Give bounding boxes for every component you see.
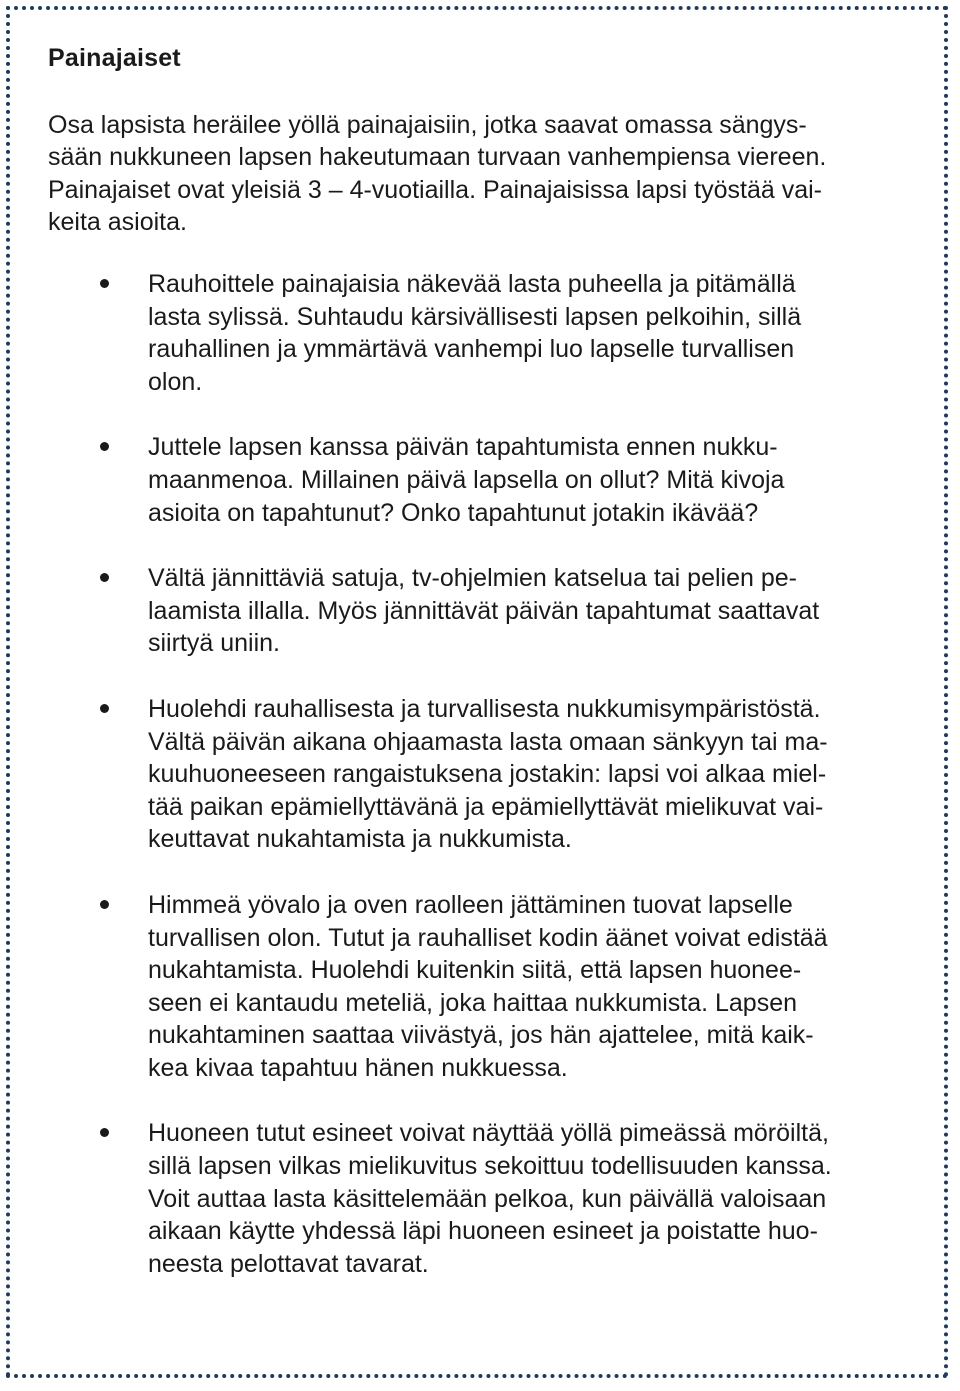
list-item: [0, 431, 960, 529]
intro-line: keita asioita.: [48, 208, 187, 237]
list-item: [0, 889, 960, 1085]
list-item-line: rauhallinen ja ymmärtävä vanhempi luo lapselle turvallisen: [148, 335, 795, 364]
list-item-line: neesta pelottavat tavarat.: [148, 1249, 429, 1278]
list-item-line: Vältä päivän aikana ohjaamasta lasta omaan sänkyyn tai ma-: [148, 727, 828, 756]
intro-line: sään nukkuneen lapsen hakeutumaan turvaan vanhempiensa viereen.: [48, 143, 827, 172]
list-item-line: siirtyä uniin.: [148, 629, 280, 658]
list-item-line: turvallisen olon. Tutut ja rauhalliset kodin äänet voivat edistää: [148, 923, 828, 952]
list-item-line: kea kivaa tapahtuu hänen nukkuessa.: [148, 1053, 568, 1082]
list-item: [0, 562, 960, 660]
list-item-line: Huoneen tutut esineet voivat näyttää yöllä pimeässä möröiltä,: [148, 1119, 829, 1148]
list-item: [0, 268, 960, 398]
list-item-line: Voit auttaa lasta käsittelemään pelkoa, kun päivällä valoisaan: [148, 1184, 827, 1213]
list-item-line: maanmenoa. Millainen päivä lapsella on ollut? Mitä kivoja: [148, 465, 785, 494]
tips-list: [0, 268, 960, 1313]
bullet-icon: [100, 442, 109, 451]
list-item-line: keuttavat nukahtamista ja nukkumista.: [148, 825, 572, 854]
page-title: Painajaiset: [48, 44, 181, 72]
list-item-line: laamista illalla. Myös jännittävät päivän tapahtumat saattavat: [148, 596, 820, 625]
list-item: [0, 1117, 960, 1280]
intro-line: Painajaiset ovat yleisiä 3 – 4-vuotiailla. Painajaisissa lapsi työstää vai-: [48, 175, 823, 204]
list-item-line: olon.: [148, 367, 203, 396]
list-item-line: tää paikan epämiellyttävänä ja epämiellyttävät mielikuvat vai-: [148, 792, 824, 821]
list-item-line: Rauhoittele painajaisia näkevää lasta puheella ja pitämällä: [148, 270, 796, 298]
list-item-line: nukahtaminen saattaa viivästyä, jos hän ajattelee, mitä kaik-: [148, 1021, 814, 1050]
list-item: [0, 693, 960, 856]
list-item-line: Huolehdi rauhallisesta ja turvallisesta nukkumisympäristöstä.: [148, 694, 821, 723]
bullet-icon: [100, 1128, 109, 1137]
list-item-line: Himmeä yövalo ja oven raolleen jättäminen tuovat lapselle: [148, 890, 793, 919]
bullet-icon: [100, 900, 109, 909]
bullet-icon: [100, 573, 109, 582]
list-item-line: Vältä jännittäviä satuja, tv-ohjelmien katselua tai pelien pe-: [148, 564, 797, 593]
bullet-icon: [100, 704, 109, 713]
list-item-line: kuuhuoneeseen rangaistuksena jostakin: lapsi voi alkaa miel-: [148, 760, 827, 789]
list-item-line: aikaan käytte yhdessä läpi huoneen esineet ja poistatte huo-: [148, 1217, 818, 1246]
list-item-line: nukahtamista. Huolehdi kuitenkin siitä, että lapsen huonee-: [148, 956, 802, 985]
list-item-line: lasta sylissä. Suhtaudu kärsivällisesti lapsen pelkoihin, sillä: [148, 302, 802, 331]
list-item-line: seen ei kantaudu meteliä, joka haittaa nukkumista. Lapsen: [148, 988, 798, 1017]
intro-paragraph: [48, 109, 910, 239]
list-item-line: sillä lapsen vilkas mielikuvitus sekoittuu todellisuuden kanssa.: [148, 1152, 832, 1181]
list-item-line: Juttele lapsen kanssa päivän tapahtumista ennen nukku-: [148, 433, 778, 462]
list-item-line: asioita on tapahtunut? Onko tapahtunut jotakin ikävää?: [148, 498, 759, 527]
bullet-icon: [100, 279, 109, 288]
intro-line: Osa lapsista heräilee yöllä painajaisiin, jotka saavat omassa sängys-: [48, 111, 807, 139]
